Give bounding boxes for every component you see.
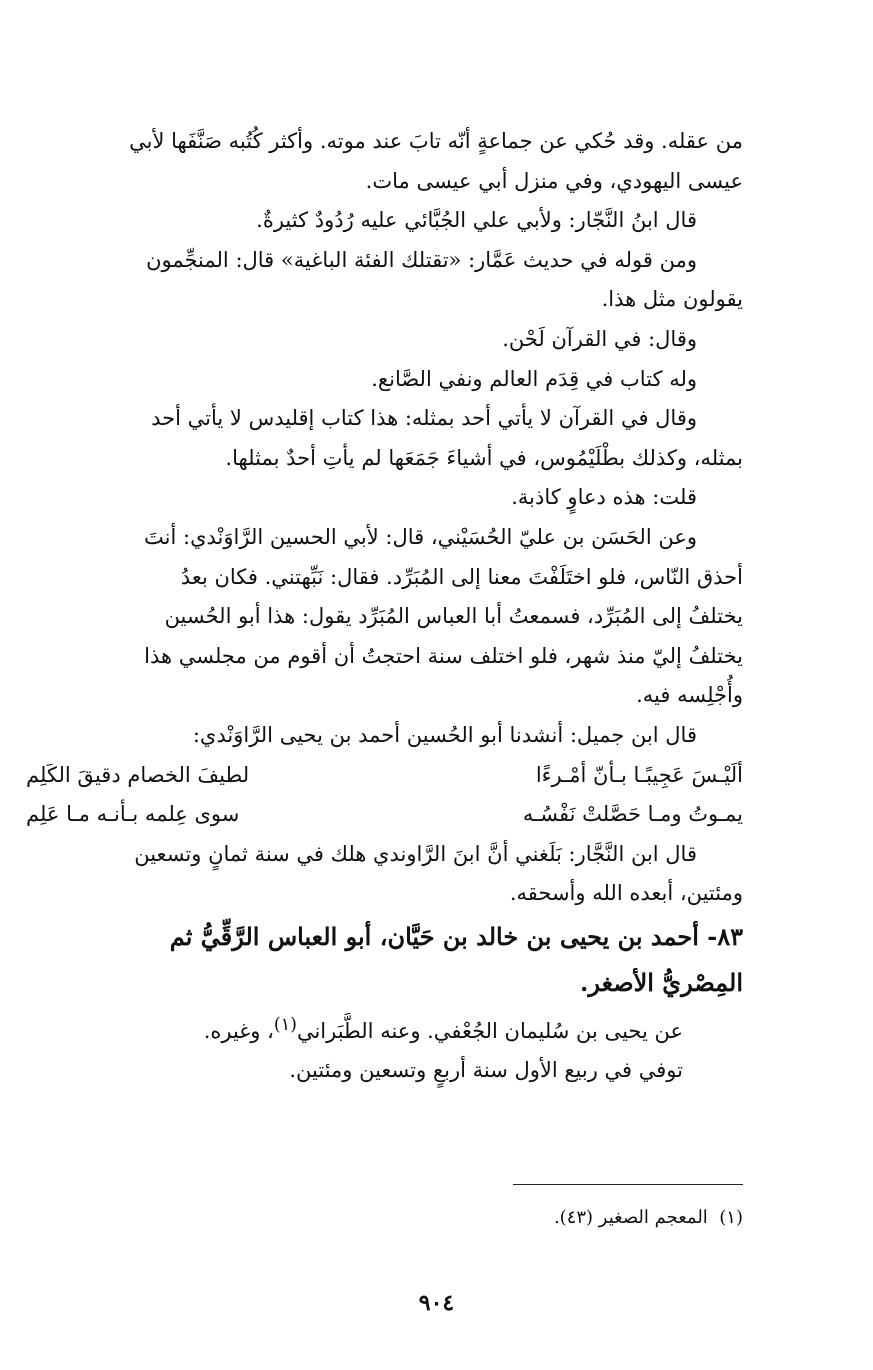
text-line: يقولون مثل هذا. [601, 287, 743, 312]
page-body [26, 122, 743, 1091]
text-line: وقال في القرآن لا يأتي أحد بمثله: هذا كتاب إقليدس لا يأتي أحد [151, 406, 697, 431]
verse-second-hemistich: سوى عِلمه بـأنـه مـا عَلِم [26, 802, 240, 827]
footnote-reference: (١) [273, 1014, 297, 1035]
text-line: يختلفُ إلى المُبَرِّد، فسمعتُ أبا العباس المُبَرِّد يقول: هذا أبو الحُسين [164, 604, 743, 629]
text-line: بمثله، وكذلك بطْلَيْمُوس، في أشياءَ جَمَعَها لم يأتِ أحدٌ بمثلها. [225, 445, 743, 470]
entry-heading: ٨٣- أحمد بن يحيى بن خالد بن حَيَّان، أبو العباس الرَّقِّيُّ ثم [169, 921, 743, 951]
text-line: قال ابن النَّجَّار: بَلَغني أنَّ ابنَ الرَّاوندي هلك في سنة ثمانٍ وتسعين [134, 841, 697, 866]
footnote-text: المعجم الصغير (٤٣). [553, 1207, 708, 1228]
text-line: ومئتين، أبعده الله وأسحقه. [509, 881, 743, 906]
text-line: قال ابن جميل: أنشدنا أبو الحُسين أحمد بن يحيى الرَّاوَنْدي: [192, 722, 697, 747]
footnote-divider [513, 1184, 743, 1185]
page-number: ٩٠٤ [418, 1290, 455, 1316]
verse-first-hemistich: يمـوتُ ومـا حَصَّلتْ نَفْسُـه [522, 802, 743, 827]
text-line: وأُجْلِسه فيه. [636, 683, 743, 708]
text-line: من عقله. وقد حُكي عن جماعةٍ أنّه تابَ عند موته. وأكثر كُتُبه صَنَّفَها لأبي [129, 129, 743, 153]
text-line: قال ابنُ النَّجّار: ولأبي علي الجُبَّائي عليه رُدُودٌ كثيرةٌ. [256, 208, 697, 233]
entry-text-line [26, 1006, 743, 1052]
footnote-marker: (١) [719, 1207, 743, 1228]
text-line: قلت: هذه دعاوٍ كاذبة. [511, 485, 697, 510]
text-line: يختلفُ إليّ منذ شهر، فلو اختلف سنة احتجتُ أن أقوم من مجلسي هذا [144, 643, 743, 668]
text-line: وقال: في القرآن لَحْن. [502, 326, 697, 351]
footnote [26, 1204, 743, 1232]
text-line: أحذق النّاس، فلو اختَلَفْتَ معنا إلى المُبَرِّد. فقال: نَبِّهتني. فكان بعدُ [180, 564, 743, 589]
entry-heading-continued: المِصْريُّ الأصغر. [580, 967, 743, 997]
text-line: ومن قوله في حديث عَمَّار: «تقتلك الفئة الباغية» قال: المنجِّمون [146, 247, 697, 272]
verse-second-hemistich: لطيفَ الخصام دقيقَ الكَلِم [26, 762, 250, 787]
entry-text: عن يحيى بن سُليمان الجُعْفي. وعنه الطَّبَراني [296, 1018, 683, 1043]
text-line: وعن الحَسَن بن عليّ الحُسَيْني، قال: لأبي الحسين الرَّاوَنْدي: أنتَ [144, 524, 697, 549]
entry-text: ، وغيره. [203, 1018, 274, 1043]
poem-verse [26, 795, 743, 835]
text-line: عيسى اليهودي، وفي منزل أبي عيسى مات. [365, 168, 743, 193]
verse-first-hemistich: ألَيْـسَ عَجِيبًـا بـأنّ أمْـرءًا [535, 762, 743, 787]
text-line: وله كتاب في قِدَم العالم ونفي الصَّانع. [371, 366, 697, 391]
poem-verse [26, 756, 743, 796]
entry-text-line: توفي في ربيع الأول سنة أربعٍ وتسعين ومئتين. [289, 1058, 683, 1083]
